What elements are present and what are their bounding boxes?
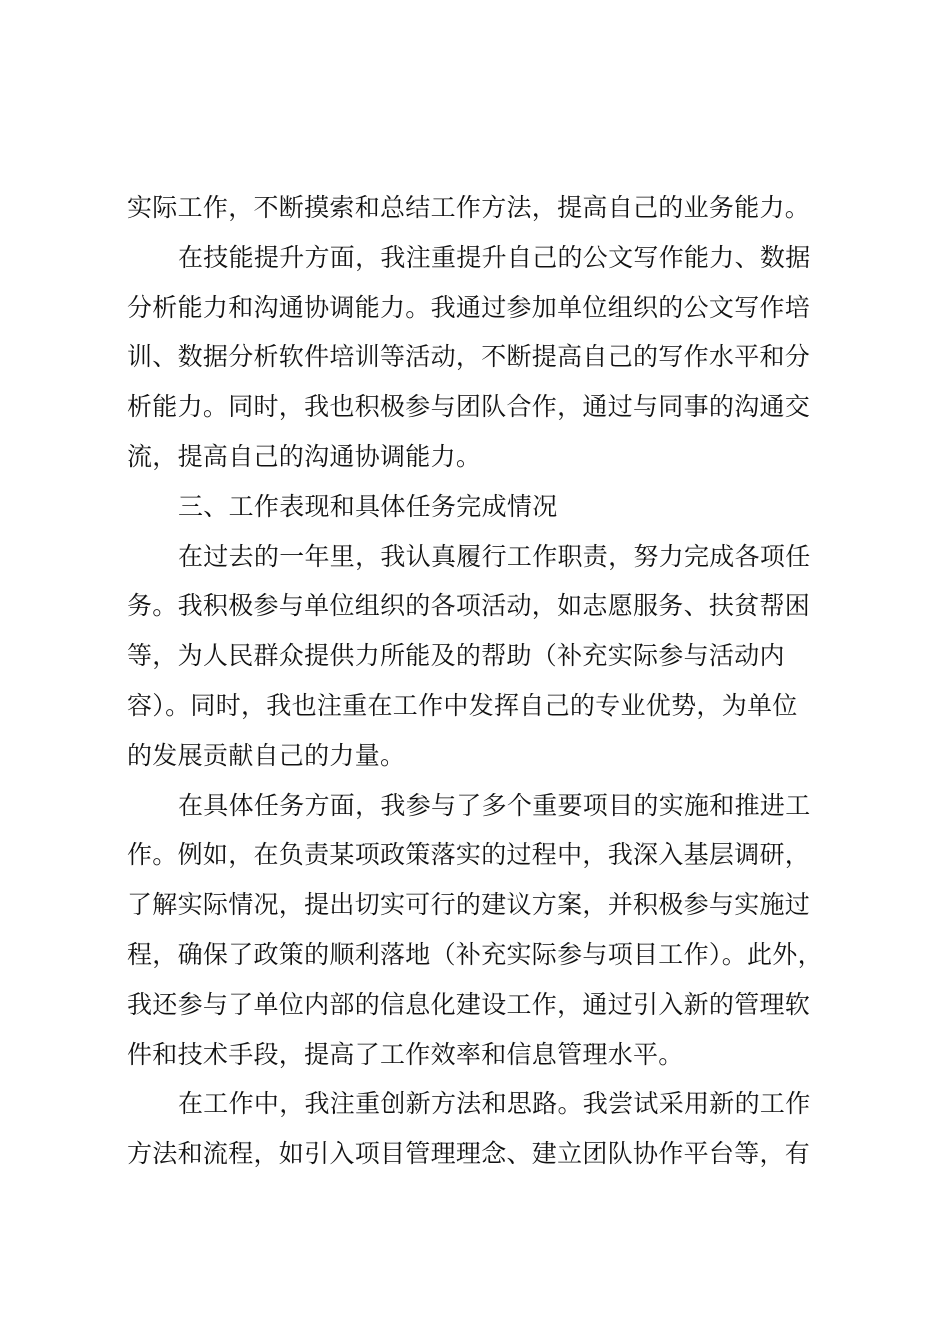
text-line: 了解实际情况，提出切实可行的建议方案，并积极参与实施过 [127,890,811,920]
text-line: 实际工作，不断摸索和总结工作方法，提高自己的业务能力。 [127,193,811,222]
text-line: 容）。同时，我也注重在工作中发挥自己的专业优势，为单位 [127,690,798,720]
section-heading: 三、工作表现和具体任务完成情况 [178,491,558,521]
text-line: 流，提高自己的沟通协调能力。 [127,441,482,471]
text-line: 在过去的一年里，我认真履行工作职责，努力完成各项任 [178,541,811,571]
text-line: 作。例如，在负责某项政策落实的过程中，我深入基层调研， [127,840,811,870]
text-line: 的发展贡献自己的力量。 [127,740,406,770]
text-line: 训、数据分析软件培训等活动，不断提高自己的写作水平和分 [127,342,811,372]
text-line: 件和技术手段，提高了工作效率和信息管理水平。 [127,1039,684,1069]
text-line: 析能力。同时，我也积极参与团队合作，通过与同事的沟通交 [127,392,811,422]
text-line: 在工作中，我注重创新方法和思路。我尝试采用新的工作 [178,1089,811,1119]
text-line: 在技能提升方面，我注重提升自己的公文写作能力、数据 [178,242,811,272]
text-line: 方法和流程，如引入项目管理理念、建立团队协作平台等，有 [127,1139,811,1169]
document-body [127,183,847,1179]
text-line: 分析能力和沟通协调能力。我通过参加单位组织的公文写作培 [127,292,811,322]
text-line: 务。我积极参与单位组织的各项活动，如志愿服务、扶贫帮困 [127,591,811,621]
text-line: 等，为人民群众提供力所能及的帮助（补充实际参与活动内 [127,641,785,671]
text-line: 在具体任务方面，我参与了多个重要项目的实施和推进工 [178,790,811,820]
text-line: 程，确保了政策的顺利落地（补充实际参与项目工作）。此外， [127,939,823,969]
text-line: 我还参与了单位内部的信息化建设工作，通过引入新的管理软 [127,989,811,1019]
